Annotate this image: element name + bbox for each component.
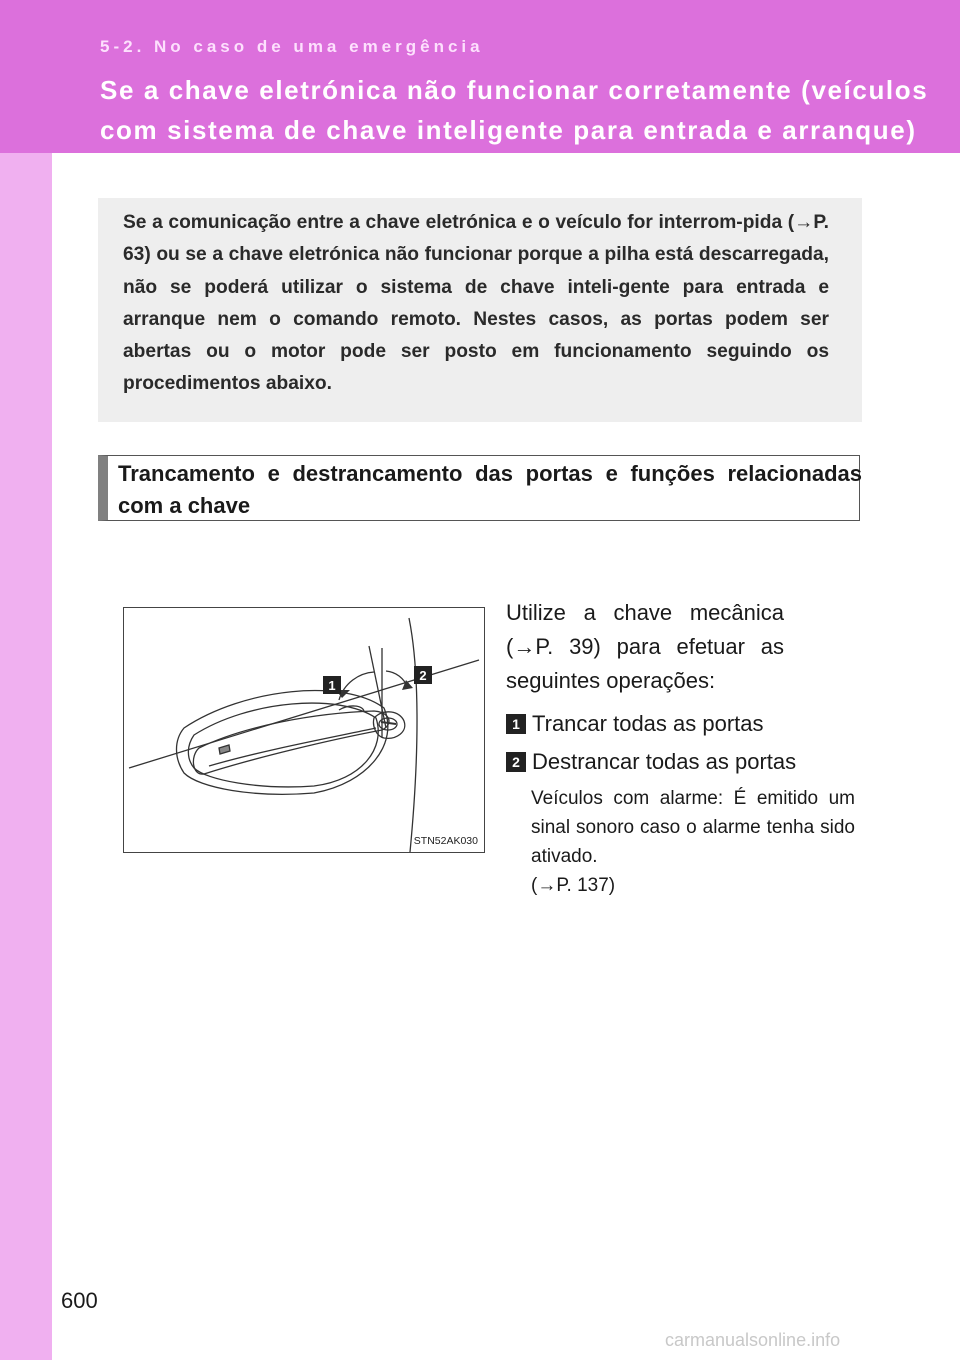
alarm-note: Veículos com alarme: É emitido um sinal sonoro caso o alarme tenha sido ativado. [531, 788, 855, 867]
step-text: Trancar todas as portas [532, 711, 764, 736]
page-header [0, 0, 960, 153]
step-text: Destrancar todas as portas [532, 749, 797, 774]
step-unlock [506, 747, 796, 777]
callout-1-label: 1 [328, 678, 336, 693]
door-handle-illustration [124, 608, 484, 852]
instruction-line-2: seguintes operações: [506, 668, 716, 693]
figure-code: STN52AK030 [413, 835, 478, 847]
intro-text: Se a comunicação entre a chave eletrónica e o veículo for interrom-pida (→P. 63) ou se a chave eletrónica não funcionar porque a pilha está descarregada, não se poderá utilizar o sistema de chave inteli-gente para entrada e arranque nem o comando remoto. Nestes casos, as portas podem ser abertas ou o motor pode ser posto em funcionamento seguindo os procedimentos abaixo. [123, 212, 829, 395]
step-badge: 1 [506, 714, 526, 734]
instruction-line-1: Utilize a chave mecânica (→P. 39) para efetuar as [506, 600, 784, 659]
step-lock [506, 709, 764, 739]
side-strip [0, 0, 52, 1360]
subheading-box [98, 455, 860, 521]
step-badge: 2 [506, 752, 526, 772]
callout-2-label: 2 [419, 668, 427, 683]
door-handle-figure [123, 607, 485, 853]
page-title: Se a chave eletrónica não funcionar corretamente (veículos com sistema de chave inteligente para entrada e arranque) [100, 75, 929, 145]
intro-box [98, 198, 862, 422]
watermark: carmanualsonline.info [665, 1330, 841, 1350]
page-number: 600 [61, 1288, 98, 1313]
alarm-note-reference: (→P. 137) [531, 875, 616, 896]
subheading: Trancamento e destrancamento das portas e funções relacionadas com a chave [118, 461, 862, 518]
instruction-text [506, 596, 784, 698]
section-label: 5-2. No caso de uma emergência [100, 37, 484, 56]
